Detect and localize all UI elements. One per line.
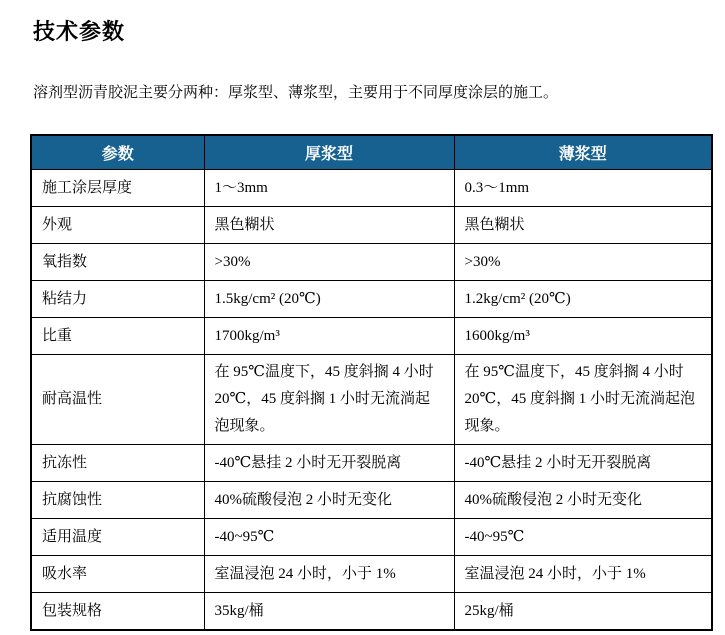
thick-type-cell: 40%硫酸侵泡 2 小时无变化 bbox=[204, 482, 454, 519]
param-cell: 粘结力 bbox=[31, 281, 204, 318]
thin-type-cell: 25kg/桶 bbox=[454, 593, 712, 631]
thin-type-cell: -40℃悬挂 2 小时无开裂脱离 bbox=[454, 445, 712, 482]
thin-type-cell: -40~95℃ bbox=[454, 519, 712, 556]
thick-type-cell: >30% bbox=[204, 244, 454, 281]
thick-type-cell: 35kg/桶 bbox=[204, 593, 454, 631]
thick-type-cell: 1700kg/m³ bbox=[204, 318, 454, 355]
table-row bbox=[31, 593, 712, 631]
param-cell: 比重 bbox=[31, 318, 204, 355]
table-row bbox=[31, 556, 712, 593]
thin-type-cell: 1600kg/m³ bbox=[454, 318, 712, 355]
header-cell-thin-type: 薄浆型 bbox=[454, 135, 712, 170]
table-row bbox=[31, 445, 712, 482]
thick-type-cell: -40~95℃ bbox=[204, 519, 454, 556]
param-cell: 氧指数 bbox=[31, 244, 204, 281]
thin-type-cell: 40%硫酸侵泡 2 小时无变化 bbox=[454, 482, 712, 519]
table-header-row bbox=[31, 135, 712, 170]
thin-type-cell: 黑色糊状 bbox=[454, 207, 712, 244]
thick-type-cell: 1～3mm bbox=[204, 170, 454, 207]
param-cell: 抗冻性 bbox=[31, 445, 204, 482]
table-row bbox=[31, 281, 712, 318]
page-title: 技术参数 bbox=[33, 20, 126, 45]
table-row bbox=[31, 207, 712, 244]
thick-type-cell: 1.5kg/cm² (20℃) bbox=[204, 281, 454, 318]
intro-text: 溶剂型沥青胶泥主要分两种：厚浆型、薄浆型，主要用于不同厚度涂层的施工。 bbox=[33, 85, 559, 101]
thin-type-cell: 室温浸泡 24 小时，小于 1% bbox=[454, 556, 712, 593]
thin-type-cell: 0.3～1mm bbox=[454, 170, 712, 207]
thin-type-cell: 在 95℃温度下，45 度斜搁 4 小时 20℃，45 度斜搁 1 小时无流淌起泡现象。 bbox=[454, 355, 712, 445]
thick-type-cell: 黑色糊状 bbox=[204, 207, 454, 244]
thick-type-cell: -40℃悬挂 2 小时无开裂脱离 bbox=[204, 445, 454, 482]
param-cell: 外观 bbox=[31, 207, 204, 244]
thick-type-cell: 在 95℃温度下，45 度斜搁 4 小时 20℃，45 度斜搁 1 小时无流淌起泡现象。 bbox=[204, 355, 454, 445]
table-row bbox=[31, 244, 712, 281]
param-cell: 吸水率 bbox=[31, 556, 204, 593]
header-cell-thick-type: 厚浆型 bbox=[204, 135, 454, 170]
param-cell: 施工涂层厚度 bbox=[31, 170, 204, 207]
param-cell: 包装规格 bbox=[31, 593, 204, 631]
technical-parameters-table bbox=[30, 134, 713, 631]
param-cell: 抗腐蚀性 bbox=[31, 482, 204, 519]
thick-type-cell: 室温浸泡 24 小时，小于 1% bbox=[204, 556, 454, 593]
header-cell-param: 参数 bbox=[31, 135, 204, 170]
table-row bbox=[31, 482, 712, 519]
thin-type-cell: >30% bbox=[454, 244, 712, 281]
thin-type-cell: 1.2kg/cm² (20℃) bbox=[454, 281, 712, 318]
param-cell: 适用温度 bbox=[31, 519, 204, 556]
table-row bbox=[31, 318, 712, 355]
param-cell: 耐高温性 bbox=[31, 355, 204, 445]
page bbox=[0, 19, 725, 635]
table-row bbox=[31, 170, 712, 207]
table-row bbox=[31, 355, 712, 445]
table-row bbox=[31, 519, 712, 556]
